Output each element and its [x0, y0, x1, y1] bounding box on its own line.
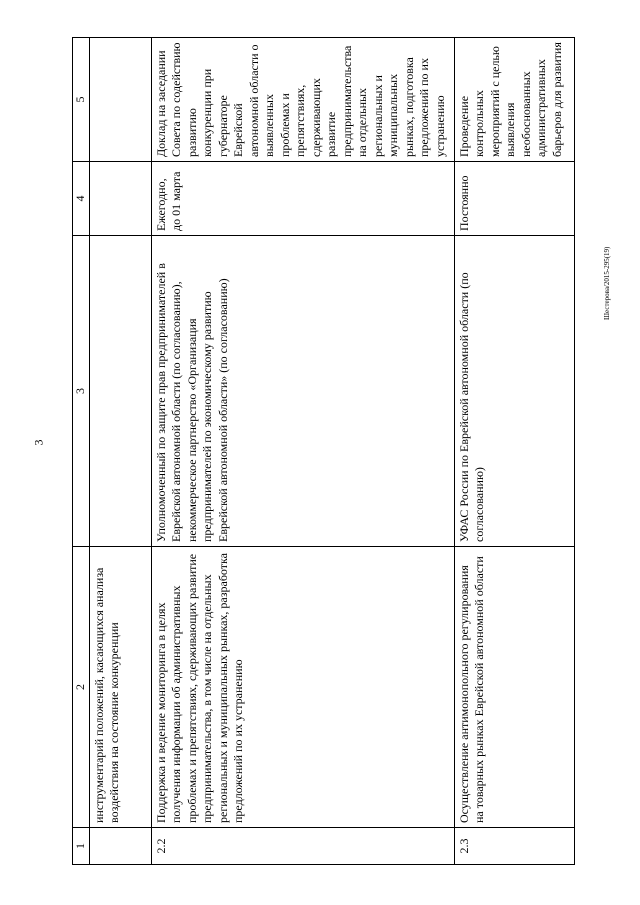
header-cell: 2: [73, 547, 90, 828]
header-cell: 4: [73, 162, 90, 236]
result-cell: Доклад на заседании Совета по содействию развитию конкуренции при губернаторе Еврейской автономной области о выявленных проблемах и препятствиях, сдерживающих развитие предпринимательства на отдельных региональных и муниципальных рынках, подготовка предложений по их устранению: [151, 38, 454, 162]
table-row: [151, 38, 454, 865]
header-cell: 1: [73, 828, 90, 865]
term-cell: [89, 162, 151, 236]
row-number: [89, 828, 151, 865]
executor-cell: УФАС России по Еврейской автономной области (по согласованию): [454, 236, 574, 547]
term-cell: Постоянно: [454, 162, 574, 236]
executor-cell: [89, 236, 151, 547]
rotated-table-container: [72, 38, 572, 865]
term-cell: Ежегодно, до 01 марта: [151, 162, 454, 236]
page-number: 3: [31, 439, 46, 446]
document-code: Шестерова/2015-295(19): [603, 246, 611, 320]
header-cell: 3: [73, 236, 90, 547]
measure-cell: Поддержка и ведение мониторинга в целях получения информации об административных проблемах и препятствиях, сдерживающих развитие предпринимательства, в том числе на отдельных региональных и муниципальных рынках, разработка предложений по их устранению: [151, 547, 454, 828]
executor-cell: Уполномоченный по защите прав предпринимателей в Еврейской автономной области (по согласованию), некоммерческое партнерство «Организация предпринимателей по экономическому развитию Еврейской автономной области» (по согласованию): [151, 236, 454, 547]
row-number: 2.2: [151, 828, 454, 865]
header-cell: 5: [73, 38, 90, 162]
measures-table: [72, 37, 575, 865]
measure-cell: Осуществление антимонопольного регулирования на товарных рынках Еврейской автономной области: [454, 547, 574, 828]
table-header-row: [73, 38, 90, 865]
row-number: 2.3: [454, 828, 574, 865]
table-row: [89, 38, 151, 865]
table-area: [72, 38, 572, 865]
measure-cell: инструментарий положений, касающихся анализа воздействия на состояние конкуренции: [89, 547, 151, 828]
table-row: [454, 38, 574, 865]
result-cell: Проведение контрольных мероприятий с целью выявления необоснованных административных барьеров для развития: [454, 38, 574, 162]
result-cell: [89, 38, 151, 162]
